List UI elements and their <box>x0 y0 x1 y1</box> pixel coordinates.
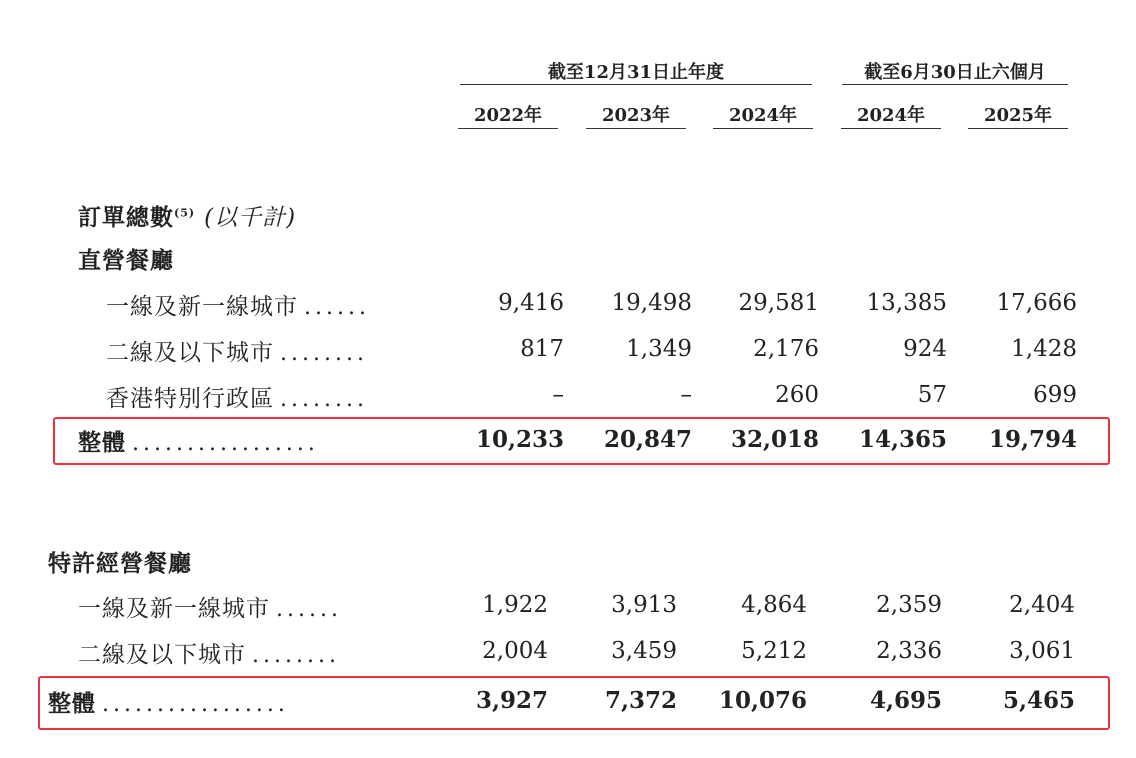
s1-total-val5: 19,794 <box>988 426 1077 453</box>
s1-row3-val1: – <box>552 382 564 408</box>
year-header-3: 2024年 <box>728 105 798 126</box>
section1-title <box>78 199 296 232</box>
header-group-annual: 截至12月31日止年度 <box>547 62 725 83</box>
section1-title-note: (以千計) <box>204 205 297 231</box>
year-header-1: 2022年 <box>473 105 543 126</box>
s1-row2-label: 二線及以下城市 ........ <box>106 340 368 366</box>
s1-total-label: 整體 ................. <box>78 429 319 456</box>
s1-row3-val4: 57 <box>917 382 947 408</box>
s1-row3-val5: 699 <box>1033 382 1077 408</box>
year-header-5: 2025年 <box>983 105 1053 126</box>
s2-total-val5: 5,465 <box>1002 687 1075 714</box>
year-header-4-rule <box>841 128 941 129</box>
s1-row2-val4: 924 <box>903 336 947 362</box>
s2-row1-val1: 1,922 <box>482 592 548 618</box>
s1-row1-label: 一線及新一線城市 ...... <box>106 294 370 320</box>
s1-total-val2: 20,847 <box>603 426 692 453</box>
year-header-3-rule <box>713 128 813 129</box>
section1-subtitle: 直營餐廳 <box>78 247 174 274</box>
s1-row2-val3: 2,176 <box>753 336 819 362</box>
s1-row1-val1: 9,416 <box>498 290 564 316</box>
s1-row3-val3: 260 <box>775 382 819 408</box>
s2-row2-val1: 2,004 <box>482 638 548 664</box>
s2-total-val3: 10,076 <box>718 687 807 714</box>
s2-row2-val2: 3,459 <box>611 638 677 664</box>
s2-row1-val2: 3,913 <box>611 592 677 618</box>
s1-row3-label: 香港特別行政區 ........ <box>106 386 368 412</box>
year-header-5-rule <box>968 128 1068 129</box>
s2-row2-val3: 5,212 <box>741 638 807 664</box>
s1-total-val1: 10,233 <box>475 426 564 453</box>
s1-total-val3: 32,018 <box>730 426 819 453</box>
s1-row2-val2: 1,349 <box>626 336 692 362</box>
s1-row2-val5: 1,428 <box>1011 336 1077 362</box>
section1-title-footnote: (5) <box>174 206 196 220</box>
s2-total-val1: 3,927 <box>475 687 548 714</box>
header-group-annual-rule <box>460 84 812 85</box>
s2-total-val4: 4,695 <box>869 687 942 714</box>
year-header-1-rule <box>458 128 558 129</box>
year-header-4: 2024年 <box>856 105 926 126</box>
section1-title-text: 訂單總數 <box>78 204 174 231</box>
s2-row2-val4: 2,336 <box>876 638 942 664</box>
s2-row1-label: 一線及新一線城市 ...... <box>78 596 342 622</box>
header-group-interim: 截至6月30日止六個月 <box>864 62 1046 83</box>
s1-row1-val5: 17,666 <box>996 290 1077 316</box>
s1-total-val4: 14,365 <box>858 426 947 453</box>
s2-total-val2: 7,372 <box>604 687 677 714</box>
s2-row1-val4: 2,359 <box>876 592 942 618</box>
s1-row2-val1: 817 <box>520 336 564 362</box>
year-header-2: 2023年 <box>601 105 671 126</box>
header-group-interim-rule <box>842 84 1068 85</box>
s2-row2-val5: 3,061 <box>1009 638 1075 664</box>
s2-row1-val5: 2,404 <box>1009 592 1075 618</box>
s1-row1-val3: 29,581 <box>738 290 819 316</box>
s2-row2-label: 二線及以下城市 ........ <box>78 642 340 668</box>
s2-row1-val3: 4,864 <box>741 592 807 618</box>
s1-row1-val2: 19,498 <box>611 290 692 316</box>
section2-subtitle: 特許經營餐廳 <box>48 550 192 577</box>
s1-row1-val4: 13,385 <box>866 290 947 316</box>
s1-row3-val2: – <box>680 382 692 408</box>
year-header-2-rule <box>586 128 686 129</box>
s2-total-label: 整體 ................. <box>48 690 289 717</box>
